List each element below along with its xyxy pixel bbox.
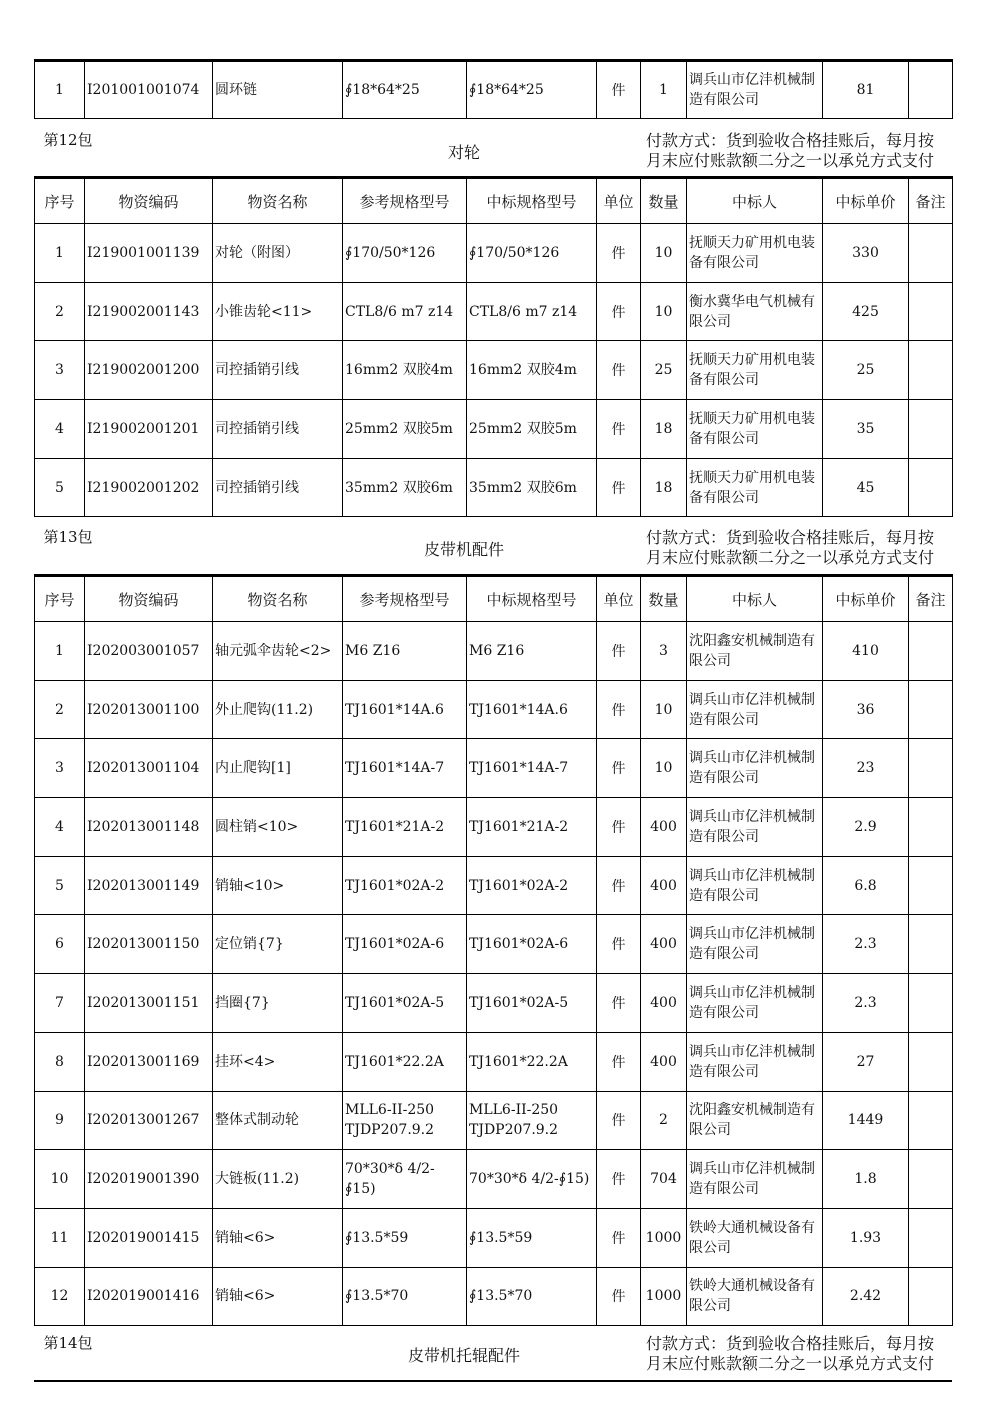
remarks [909, 915, 953, 974]
unit-price: 2.3 [823, 974, 909, 1033]
awarded-vendor: 调兵山市亿沣机械制造有限公司 [687, 1032, 823, 1091]
column-header-awarded-vendor: 中标人 [687, 178, 823, 224]
material-name: 对轮（附图） [213, 224, 343, 283]
table-row [35, 458, 953, 517]
remarks [909, 798, 953, 857]
awarded-vendor: 调兵山市亿沣机械制造有限公司 [687, 61, 823, 119]
material-code: I202013001150 [85, 915, 213, 974]
material-name: 司控插销引线 [213, 341, 343, 400]
remarks [909, 400, 953, 459]
column-header-quantity: 数量 [641, 178, 687, 224]
remarks [909, 1267, 953, 1326]
column-header-unit-price: 中标单价 [823, 576, 909, 622]
column-header-material-code: 物资编码 [85, 178, 213, 224]
column-header-remarks: 备注 [909, 576, 953, 622]
material-name: 挂环<4> [213, 1032, 343, 1091]
top-items-body [35, 61, 953, 119]
material-name: 小锥齿轮<11> [213, 282, 343, 341]
row-number: 3 [35, 739, 85, 798]
material-name: 销轴<6> [213, 1208, 343, 1267]
table-row [35, 680, 953, 739]
unit: 件 [597, 1150, 641, 1209]
unit: 件 [597, 1267, 641, 1326]
package-12-header [34, 125, 952, 177]
awarded-spec: TJ1601*14A.6 [467, 680, 597, 739]
package-14-header [34, 1328, 952, 1380]
unit-price: 2.42 [823, 1267, 909, 1326]
row-number: 2 [35, 680, 85, 739]
material-name: 轴元弧伞齿轮<2> [213, 622, 343, 681]
table-row [35, 915, 953, 974]
table-header-row [35, 178, 953, 224]
row-number: 5 [35, 458, 85, 517]
package-name: 对轮 [447, 143, 480, 162]
material-code: I202013001151 [85, 974, 213, 1033]
unit: 件 [597, 282, 641, 341]
awarded-vendor: 铁岭大通机械设备有限公司 [687, 1208, 823, 1267]
awarded-spec: 70*30*δ 4/2-∮15) [467, 1150, 597, 1209]
awarded-spec: ∮170/50*126 [467, 224, 597, 283]
awarded-vendor: 调兵山市亿沣机械制造有限公司 [687, 974, 823, 1033]
unit-price: 6.8 [823, 856, 909, 915]
top-items-table [34, 59, 953, 119]
row-number: 11 [35, 1208, 85, 1267]
material-name: 销轴<6> [213, 1267, 343, 1326]
material-name: 外止爬钩(11.2) [213, 680, 343, 739]
table-row [35, 1091, 953, 1150]
quantity: 18 [641, 458, 687, 517]
material-code: I202013001148 [85, 798, 213, 857]
material-code: I219001001139 [85, 224, 213, 283]
quantity: 1000 [641, 1267, 687, 1326]
unit: 件 [597, 1091, 641, 1150]
awarded-spec: MLL6-II-250 TJDP207.9.2 [467, 1091, 597, 1150]
unit: 件 [597, 680, 641, 739]
unit: 件 [597, 61, 641, 119]
row-number: 9 [35, 1091, 85, 1150]
unit-price: 2.3 [823, 915, 909, 974]
table-row [35, 974, 953, 1033]
awarded-vendor: 抚顺天力矿用机电装备有限公司 [687, 400, 823, 459]
unit-price: 330 [823, 224, 909, 283]
awarded-spec: TJ1601*02A-2 [467, 856, 597, 915]
material-name: 司控插销引线 [213, 458, 343, 517]
column-header-unit-price: 中标单价 [823, 178, 909, 224]
row-number: 4 [35, 798, 85, 857]
remarks [909, 458, 953, 517]
quantity: 10 [641, 680, 687, 739]
payment-terms: 付款方式：货到验收合格挂账后，每月按月末应付账款额二分之一以承兑方式支付 [646, 131, 935, 170]
quantity: 10 [641, 739, 687, 798]
quantity: 10 [641, 282, 687, 341]
unit: 件 [597, 400, 641, 459]
material-code: I202013001169 [85, 1032, 213, 1091]
unit: 件 [597, 224, 641, 283]
package-13-table [34, 574, 953, 1326]
unit: 件 [597, 798, 641, 857]
reference-spec: TJ1601*02A-5 [343, 974, 467, 1033]
reference-spec: TJ1601*02A-2 [343, 856, 467, 915]
row-number: 5 [35, 856, 85, 915]
row-number: 8 [35, 1032, 85, 1091]
unit: 件 [597, 458, 641, 517]
material-code: I202019001416 [85, 1267, 213, 1326]
column-header-awarded-spec: 中标规格型号 [467, 576, 597, 622]
table-row [35, 856, 953, 915]
reference-spec: TJ1601*22.2A [343, 1032, 467, 1091]
reference-spec: TJ1601*14A-7 [343, 739, 467, 798]
unit-price: 81 [823, 61, 909, 119]
material-code: I202013001100 [85, 680, 213, 739]
awarded-vendor: 调兵山市亿沣机械制造有限公司 [687, 798, 823, 857]
awarded-spec: M6 Z16 [467, 622, 597, 681]
remarks [909, 1032, 953, 1091]
table-row [35, 61, 953, 119]
column-header-material-name: 物资名称 [213, 576, 343, 622]
package-number: 第13包 [43, 528, 93, 546]
awarded-spec: TJ1601*02A-5 [467, 974, 597, 1033]
material-code: I202019001415 [85, 1208, 213, 1267]
table-row [35, 622, 953, 681]
column-header-unit: 单位 [597, 576, 641, 622]
quantity: 400 [641, 1032, 687, 1091]
table-row [35, 798, 953, 857]
unit-price: 35 [823, 400, 909, 459]
unit: 件 [597, 915, 641, 974]
unit-price: 23 [823, 739, 909, 798]
reference-spec: M6 Z16 [343, 622, 467, 681]
material-name: 挡圈{7} [213, 974, 343, 1033]
material-code: I202013001149 [85, 856, 213, 915]
quantity: 704 [641, 1150, 687, 1209]
column-header-awarded-vendor: 中标人 [687, 576, 823, 622]
unit: 件 [597, 341, 641, 400]
unit: 件 [597, 1032, 641, 1091]
table-row [35, 1208, 953, 1267]
reference-spec: 35mm2 双胶6m [343, 458, 467, 517]
remarks [909, 1150, 953, 1209]
material-name: 圆柱销<10> [213, 798, 343, 857]
quantity: 400 [641, 798, 687, 857]
awarded-vendor: 抚顺天力矿用机电装备有限公司 [687, 458, 823, 517]
material-code: I219002001201 [85, 400, 213, 459]
reference-spec: CTL8/6 m7 z14 [343, 282, 467, 341]
unit-price: 2.9 [823, 798, 909, 857]
column-header-reference-spec: 参考规格型号 [343, 178, 467, 224]
material-name: 整体式制动轮 [213, 1091, 343, 1150]
table-row [35, 282, 953, 341]
row-number: 1 [35, 224, 85, 283]
awarded-vendor: 沈阳鑫安机械制造有限公司 [687, 622, 823, 681]
bottom-rule [34, 1380, 952, 1382]
remarks [909, 224, 953, 283]
remarks [909, 856, 953, 915]
awarded-spec: ∮13.5*59 [467, 1208, 597, 1267]
row-number: 1 [35, 622, 85, 681]
payment-terms: 付款方式：货到验收合格挂账后，每月按月末应付账款额二分之一以承兑方式支付 [646, 528, 935, 567]
remarks [909, 974, 953, 1033]
quantity: 1000 [641, 1208, 687, 1267]
awarded-vendor: 抚顺天力矿用机电装备有限公司 [687, 224, 823, 283]
awarded-vendor: 调兵山市亿沣机械制造有限公司 [687, 1150, 823, 1209]
awarded-spec: 25mm2 双胶5m [467, 400, 597, 459]
table-row [35, 400, 953, 459]
material-name: 内止爬钩[1] [213, 739, 343, 798]
reference-spec: 16mm2 双胶4m [343, 341, 467, 400]
reference-spec: TJ1601*14A.6 [343, 680, 467, 739]
unit: 件 [597, 974, 641, 1033]
awarded-vendor: 抚顺天力矿用机电装备有限公司 [687, 341, 823, 400]
material-code: I219002001202 [85, 458, 213, 517]
quantity: 3 [641, 622, 687, 681]
awarded-vendor: 调兵山市亿沣机械制造有限公司 [687, 856, 823, 915]
row-number: 6 [35, 915, 85, 974]
table-row [35, 1032, 953, 1091]
remarks [909, 739, 953, 798]
package-number: 第14包 [43, 1334, 93, 1352]
reference-spec: ∮18*64*25 [343, 61, 467, 119]
unit-price: 1.8 [823, 1150, 909, 1209]
reference-spec: 70*30*δ 4/2-∮15) [343, 1150, 467, 1209]
table-row [35, 224, 953, 283]
unit: 件 [597, 1208, 641, 1267]
unit-price: 1449 [823, 1091, 909, 1150]
quantity: 10 [641, 224, 687, 283]
unit: 件 [597, 856, 641, 915]
awarded-spec: 35mm2 双胶6m [467, 458, 597, 517]
quantity: 18 [641, 400, 687, 459]
remarks [909, 282, 953, 341]
unit-price: 425 [823, 282, 909, 341]
table-row [35, 739, 953, 798]
awarded-spec: ∮13.5*70 [467, 1267, 597, 1326]
column-header-awarded-spec: 中标规格型号 [467, 178, 597, 224]
table-row [35, 1267, 953, 1326]
remarks [909, 61, 953, 119]
package-12-table [34, 176, 953, 517]
material-code: I219002001200 [85, 341, 213, 400]
row-number: 3 [35, 341, 85, 400]
material-code: I201001001074 [85, 61, 213, 119]
material-code: I202013001104 [85, 739, 213, 798]
material-name: 定位销{7} [213, 915, 343, 974]
reference-spec: TJ1601*02A-6 [343, 915, 467, 974]
table-row [35, 341, 953, 400]
quantity: 25 [641, 341, 687, 400]
column-header-quantity: 数量 [641, 576, 687, 622]
reference-spec: ∮170/50*126 [343, 224, 467, 283]
reference-spec: ∮13.5*59 [343, 1208, 467, 1267]
awarded-vendor: 调兵山市亿沣机械制造有限公司 [687, 680, 823, 739]
awarded-spec: CTL8/6 m7 z14 [467, 282, 597, 341]
reference-spec: 25mm2 双胶5m [343, 400, 467, 459]
column-header-material-code: 物资编码 [85, 576, 213, 622]
column-header-material-name: 物资名称 [213, 178, 343, 224]
row-number: 10 [35, 1150, 85, 1209]
material-name: 司控插销引线 [213, 400, 343, 459]
row-number: 12 [35, 1267, 85, 1326]
quantity: 400 [641, 856, 687, 915]
row-number: 1 [35, 61, 85, 119]
material-name: 销轴<10> [213, 856, 343, 915]
row-number: 7 [35, 974, 85, 1033]
awarded-vendor: 沈阳鑫安机械制造有限公司 [687, 1091, 823, 1150]
material-code: I202003001057 [85, 622, 213, 681]
unit-price: 45 [823, 458, 909, 517]
quantity: 400 [641, 974, 687, 1033]
column-header-remarks: 备注 [909, 178, 953, 224]
quantity: 2 [641, 1091, 687, 1150]
material-code: I219002001143 [85, 282, 213, 341]
reference-spec: MLL6-II-250 TJDP207.9.2 [343, 1091, 467, 1150]
unit-price: 1.93 [823, 1208, 909, 1267]
unit: 件 [597, 739, 641, 798]
remarks [909, 1208, 953, 1267]
quantity: 1 [641, 61, 687, 119]
awarded-spec: TJ1601*21A-2 [467, 798, 597, 857]
material-code: I202019001390 [85, 1150, 213, 1209]
awarded-spec: TJ1601*02A-6 [467, 915, 597, 974]
unit: 件 [597, 622, 641, 681]
awarded-vendor: 衡水冀华电气机械有限公司 [687, 282, 823, 341]
material-name: 大链板(11.2) [213, 1150, 343, 1209]
row-number: 4 [35, 400, 85, 459]
column-header-row-number: 序号 [35, 576, 85, 622]
package-13-header [34, 522, 952, 574]
column-header-reference-spec: 参考规格型号 [343, 576, 467, 622]
unit-price: 410 [823, 622, 909, 681]
remarks [909, 680, 953, 739]
table-row [35, 1150, 953, 1209]
reference-spec: TJ1601*21A-2 [343, 798, 467, 857]
awarded-spec: TJ1601*22.2A [467, 1032, 597, 1091]
table-header-row [35, 576, 953, 622]
reference-spec: ∮13.5*70 [343, 1267, 467, 1326]
unit-price: 25 [823, 341, 909, 400]
remarks [909, 1091, 953, 1150]
column-header-unit: 单位 [597, 178, 641, 224]
package-number: 第12包 [43, 131, 93, 149]
column-header-row-number: 序号 [35, 178, 85, 224]
payment-terms: 付款方式：货到验收合格挂账后，每月按月末应付账款额二分之一以承兑方式支付 [646, 1334, 935, 1373]
package-name: 皮带机配件 [423, 540, 504, 559]
awarded-vendor: 调兵山市亿沣机械制造有限公司 [687, 915, 823, 974]
awarded-vendor: 调兵山市亿沣机械制造有限公司 [687, 739, 823, 798]
remarks [909, 622, 953, 681]
material-code: I202013001267 [85, 1091, 213, 1150]
material-name: 圆环链 [213, 61, 343, 119]
awarded-spec: TJ1601*14A-7 [467, 739, 597, 798]
awarded-vendor: 铁岭大通机械设备有限公司 [687, 1267, 823, 1326]
quantity: 400 [641, 915, 687, 974]
unit-price: 36 [823, 680, 909, 739]
unit-price: 27 [823, 1032, 909, 1091]
remarks [909, 341, 953, 400]
row-number: 2 [35, 282, 85, 341]
package-name: 皮带机托辊配件 [407, 1346, 520, 1365]
awarded-spec: ∮18*64*25 [467, 61, 597, 119]
awarded-spec: 16mm2 双胶4m [467, 341, 597, 400]
